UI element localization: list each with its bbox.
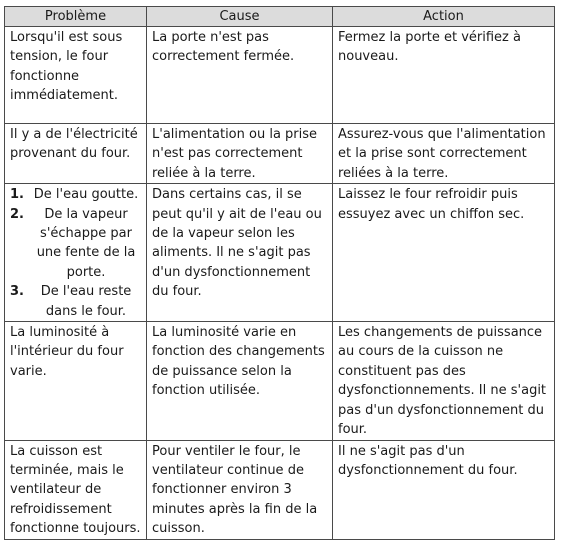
table-row — [5, 27, 555, 124]
cause-cell: Dans certains cas, il se peut qu'il y ait de l'eau ou de la vapeur selon les aliments. Il ne s'agit pas d'un dysfonctionnement du four. — [147, 184, 333, 322]
list-item — [10, 205, 142, 283]
action-cell: Il ne s'agit pas d'un dysfonctionnement du four. — [333, 440, 555, 539]
cause-cell: La porte n'est pas correctement fermée. — [147, 27, 333, 124]
cause-cell: La luminosité varie en fonction des changements de puissance selon la fonction utilisée. — [147, 322, 333, 440]
list-item-number: 2. — [10, 206, 24, 222]
table-row — [5, 184, 555, 322]
troubleshooting-table-wrapper — [4, 6, 555, 540]
list-item-text: De l'eau reste dans le four. — [40, 284, 132, 319]
action-cell: Assurez-vous que l'alimentation et la prise sont correctement reliées à la terre. — [333, 124, 555, 184]
list-item-text: De la vapeur s'échappe par une fente de la porte. — [36, 206, 136, 280]
problem-cell — [5, 184, 147, 322]
problem-cell: La luminosité à l'intérieur du four varie. — [5, 322, 147, 440]
cause-cell: Pour ventiler le four, le ventilateur continue de fonctionner environ 3 minutes après la fin de la cuisson. — [147, 440, 333, 539]
table-row — [5, 124, 555, 184]
table-row — [5, 440, 555, 539]
problem-cell: Il y a de l'électricité provenant du four. — [5, 124, 147, 184]
header-action: Action — [333, 7, 555, 27]
cause-cell: L'alimentation ou la prise n'est pas correctement reliée à la terre. — [147, 124, 333, 184]
action-cell: Laissez le four refroidir puis essuyez avec un chiffon sec. — [333, 184, 555, 322]
list-item-number: 3. — [10, 284, 24, 300]
problem-cell: La cuisson est terminée, mais le ventilateur de refroidissement fonctionne toujours. — [5, 440, 147, 539]
table-header-row — [5, 7, 555, 27]
action-cell: Fermez la porte et vérifiez à nouveau. — [333, 27, 555, 124]
troubleshooting-table — [4, 6, 555, 540]
list-item-text: De l'eau goutte. — [33, 187, 139, 203]
list-item — [10, 185, 142, 204]
table-row — [5, 322, 555, 440]
action-cell: Les changements de puissance au cours de la cuisson ne constituent pas des dysfonctionnements. Il ne s'agit pas d'un dysfonctionnement du four. — [333, 322, 555, 440]
list-item — [10, 282, 142, 321]
list-item-number: 1. — [10, 187, 24, 203]
problem-list — [10, 185, 142, 321]
header-cause: Cause — [147, 7, 333, 27]
problem-cell: Lorsqu'il est sous tension, le four fonctionne immédiatement. — [5, 27, 147, 124]
header-problem: Problème — [5, 7, 147, 27]
